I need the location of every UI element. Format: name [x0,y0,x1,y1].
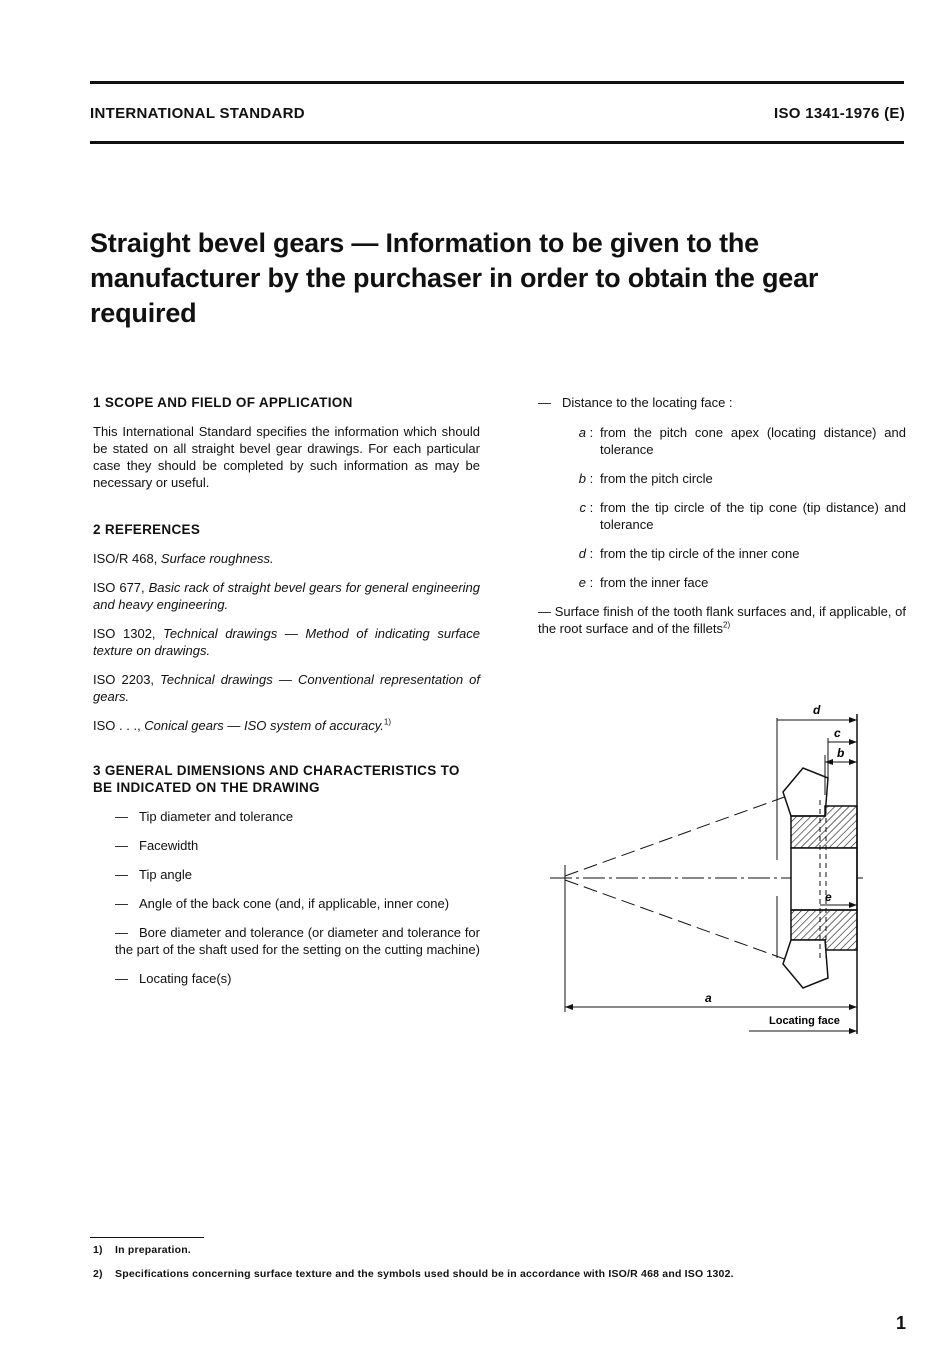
list-item: — Tip angle [115,867,192,882]
header-standard-type: INTERNATIONAL STANDARD [90,105,305,122]
distance-intro: — Distance to the locating face : [538,395,733,410]
list-item: — Angle of the back cone (and, if applicable, inner cone) [115,896,450,911]
locating-face-label: Locating face [769,1015,840,1027]
dim-d-arrow [849,717,857,723]
distance-item-d: d : from the tip circle of the inner cone [578,546,800,561]
section-3-heading: 3 GENERAL DIMENSIONS AND CHARACTERISTICS TO BE INDICATED ON THE DRAWING [93,763,460,795]
lower-tooth [783,940,828,988]
section-1-heading: 1 SCOPE AND FIELD OF APPLICATION [93,395,353,410]
pitch-cone-line-upper [565,795,790,876]
dim-a-arrow-right [849,1004,857,1010]
locating-face-arrow [849,1028,857,1034]
section-2-heading: 2 REFERENCES [93,522,201,537]
bore-region [791,848,857,910]
dash-bullet: — [115,896,128,911]
distance-item-e: e : from the inner face [578,575,709,590]
dim-e-label: e [825,890,832,904]
footnote-2: 2) Specifications concerning surface texture and the symbols used should be in accordance with ISO/R 468 and ISO 1302. [93,1268,734,1280]
list-item: — Tip diameter and tolerance [115,809,294,824]
dash-bullet: — [115,838,128,853]
dim-b-label: b [837,746,845,760]
upper-tooth [783,768,828,816]
footnote-rule [90,1237,204,1238]
reference-item: ISO . . ., Conical gears — ISO system of accuracy.$^{1)}$ [93,717,392,733]
right-column [538,394,906,649]
dash-bullet: — [115,867,128,882]
header-bottom-rule [90,141,904,144]
distance-item-b: b : from the pitch circle [578,471,713,486]
dash-bullet: — [538,395,551,410]
dim-d-label: d [813,703,821,717]
document-title: Straight bevel gears — Information to be given to the manufacturer by the purchaser in order to obtain the gear required [90,228,819,328]
surface-finish-item: — Surface finish of the tooth flank surfaces and, if applicable, of the root surface and of the fillets$^{2)}$ [538,604,906,636]
dim-a-label: a [705,991,712,1005]
list-item: — Locating face(s) [115,971,232,986]
header-standard-number: ISO 1341-1976 (E) [773,105,905,122]
page-number: 1 [895,1313,906,1333]
left-column [93,394,480,999]
bevel-gear-figure [545,700,865,1040]
dim-c-arrow [849,739,857,745]
footnote-marker: 1) [383,717,392,727]
reference-item: ISO 2203, Technical drawings — Conventional representation of gears. [93,672,481,704]
footnote-1: 1) In preparation. [93,1244,191,1256]
top-rule [90,81,904,84]
dim-b-arrow-left [825,759,833,765]
footnote-marker: 2) [723,620,731,630]
section-1-body: This International Standard specifies the information which should be stated on all straight bevel gear drawings. For each particular case they should be completed by such information as may be necessary or useful. [93,424,480,490]
dash-bullet: — [115,809,128,824]
list-item: — Facewidth [115,838,199,853]
pitch-cone-line-lower [565,880,790,961]
reference-item: ISO 677, Basic rack of straight bevel gears for general engineering and heavy engineering. [93,580,480,612]
dim-c-label: c [834,726,841,740]
distance-item-a: a : from the pitch cone apex (locating distance) and tolerance [578,425,906,457]
reference-item: ISO/R 468, Surface roughness. [93,551,274,566]
dash-bullet: — [115,971,128,986]
dash-bullet: — [115,925,128,940]
list-item: — Bore diameter and tolerance (or diameter and tolerance for the part of the shaft used for the setting on the cutting machine) [115,925,480,957]
dim-b-arrow [849,759,857,765]
dim-a-arrow-left [565,1004,573,1010]
distance-item-c: c : from the tip circle of the tip cone (tip distance) and tolerance [579,500,906,532]
reference-item: ISO 1302, Technical drawings — Method of indicating surface texture on drawings. [93,626,480,658]
dash-bullet: — [538,604,551,619]
